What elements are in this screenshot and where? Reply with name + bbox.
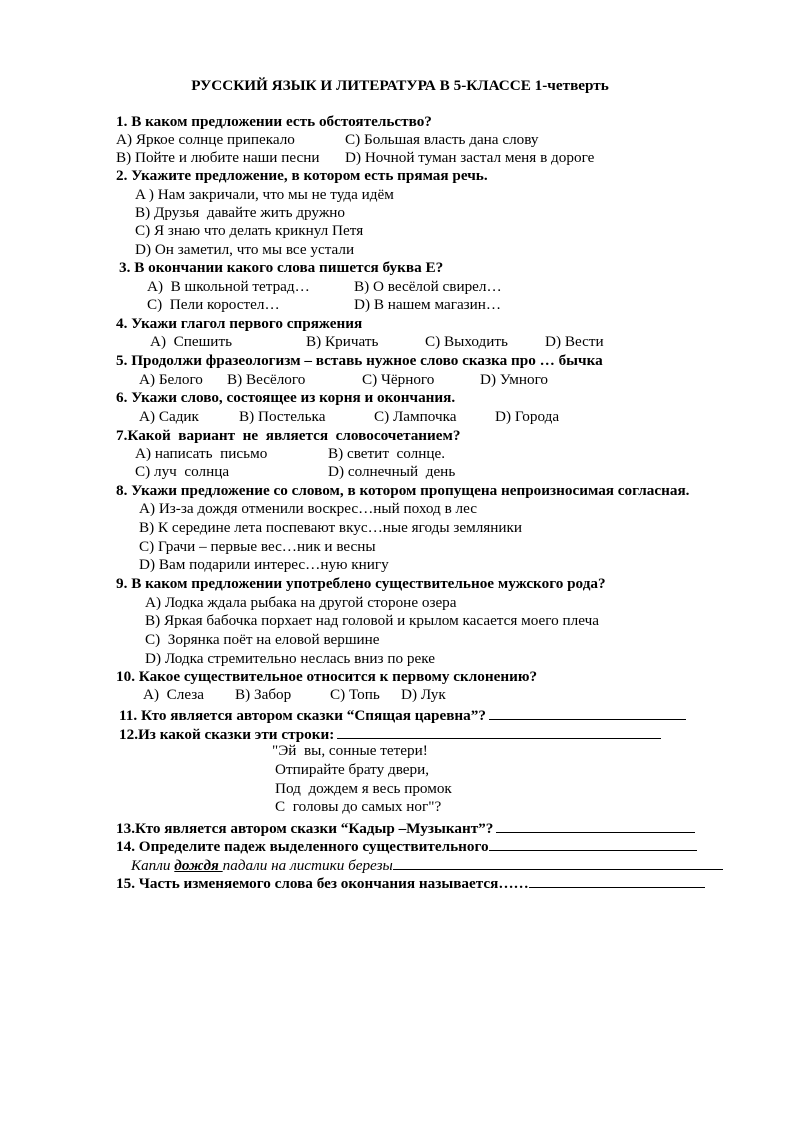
q2-option-b: B) Друзья давайте жить дружно — [135, 204, 346, 221]
q4-option-c: C) Выходить — [425, 333, 508, 350]
q6-option-b: B) Постелька — [239, 408, 326, 425]
q3-option-c: C) Пели коростел… — [147, 296, 280, 313]
q9-option-a: A) Лодка ждала рыбака на другой стороне озера — [145, 594, 457, 611]
q10-option-a: A) Слеза — [143, 686, 204, 703]
q12-poem-line-1: "Эй вы, сонные тетери! — [272, 742, 428, 759]
q6-option-d: D) Города — [495, 408, 560, 425]
q10-option-c: C) Топь — [330, 686, 380, 703]
question-15 — [116, 873, 705, 893]
q14-answer-line-1[interactable] — [489, 836, 697, 851]
question-10: 10. Какое существительное относится к первому склонению? — [116, 668, 538, 685]
question-12 — [119, 724, 661, 744]
question-5: 5. Продолжи фразеологизм – вставь нужное слово сказка про … бычка — [116, 352, 603, 369]
question-6: 6. Укажи слово, состоящее из корня и окончания. — [116, 389, 456, 406]
question-9: 9. В каком предложении употреблено существительное мужского рода? — [116, 575, 606, 592]
question-15-text: 15. Часть изменяемого слова без окончания называется…… — [116, 875, 529, 892]
q3-option-b: B) О весёлой свирел… — [354, 278, 502, 295]
question-12-text: 12.Из какой сказки эти строки: — [119, 726, 335, 743]
q5-option-c: C) Чёрного — [362, 371, 435, 388]
q3-option-d: D) В нашем магазин… — [354, 296, 502, 313]
q12-poem-line-4: С головы до самых ног"? — [275, 798, 442, 815]
q5-option-d: D) Умного — [480, 371, 549, 388]
q13-answer-line[interactable] — [496, 818, 695, 833]
q4-option-d: D) Вести — [545, 333, 604, 350]
q9-option-d: D) Лодка стремительно неслась вниз по реке — [145, 650, 435, 667]
q8-option-b: B) К середине лета поспевают вкус…ные ягоды земляники — [139, 519, 523, 536]
question-11-text: 11. Кто является автором сказки “Спящая царевна”? — [119, 707, 486, 724]
question-3: 3. В окончании какого слова пишется буква Е? — [119, 259, 444, 276]
q4-option-a: A) Спешить — [150, 333, 233, 350]
question-7: 7.Какой вариант не является словосочетанием? — [116, 427, 461, 444]
q14-answer-line-2[interactable] — [393, 855, 723, 870]
question-13 — [116, 818, 695, 838]
q5-option-a: A) Белого — [139, 371, 203, 388]
question-14-text: 14. Определите падеж выделенного существительного — [116, 838, 489, 855]
q9-option-b: B) Яркая бабочка порхает над головой и крылом касается моего плеча — [145, 612, 599, 629]
q8-option-d: D) Вам подарили интерес…ную книгу — [139, 556, 389, 573]
q1-option-b: B) Пойте и любите наши песни — [116, 149, 320, 166]
q15-answer-line[interactable] — [529, 873, 705, 888]
q1-option-a: A) Яркое солнце припекало — [116, 131, 295, 148]
q3-option-a: A) В школьной тетрад… — [147, 278, 310, 295]
page-title: РУССКИЙ ЯЗЫК И ЛИТЕРАТУРА В 5-КЛАССЕ 1-четверть — [191, 77, 609, 94]
q10-option-d: D) Лук — [401, 686, 446, 703]
q6-option-c: C) Лампочка — [374, 408, 457, 425]
question-4: 4. Укажи глагол первого спряжения — [116, 315, 363, 332]
q12-poem-line-3: Под дождем я весь промок — [275, 780, 452, 797]
q5-option-b: B) Весёлого — [227, 371, 306, 388]
q1-option-c: C) Большая власть дана слову — [345, 131, 539, 148]
question-13-text: 13.Кто является автором сказки “Кадыр –Музыкант”? — [116, 820, 494, 837]
q7-option-d: D) солнечный день — [328, 463, 456, 480]
q14-highlighted-word: дождя — [174, 857, 223, 874]
q7-option-a: A) написать письмо — [135, 445, 268, 462]
q14-sentence-start: Капли — [131, 857, 175, 874]
q14-sentence-end: падали на листики березы — [222, 857, 393, 874]
question-8: 8. Укажи предложение со словом, в котором пропущена непроизносимая согласная. — [116, 482, 690, 499]
q12-answer-line[interactable] — [337, 724, 661, 739]
question-14 — [116, 836, 697, 856]
q8-option-a: A) Из-за дождя отменили воскрес…ный поход в лес — [139, 500, 477, 517]
q7-option-c: C) луч солнца — [135, 463, 230, 480]
question-11 — [119, 705, 686, 725]
q14-sentence — [131, 855, 723, 875]
q7-option-b: B) светит солнце. — [328, 445, 446, 462]
q11-answer-line[interactable] — [489, 705, 686, 720]
q2-option-d: D) Он заметил, что мы все устали — [135, 241, 355, 258]
q9-option-c: C) Зорянка поёт на еловой вершине — [145, 631, 380, 648]
q8-option-c: C) Грачи – первые вес…ник и весны — [139, 538, 376, 555]
question-2: 2. Укажите предложение, в котором есть прямая речь. — [116, 167, 488, 184]
q2-option-c: C) Я знаю что делать крикнул Петя — [135, 222, 364, 239]
q4-option-b: B) Кричать — [306, 333, 379, 350]
q10-option-b: B) Забор — [235, 686, 292, 703]
q12-poem-line-2: Отпирайте брату двери, — [275, 761, 430, 778]
q2-option-a: A ) Нам закричали, что мы не туда идём — [135, 186, 394, 203]
q6-option-a: A) Садик — [139, 408, 199, 425]
q1-option-d: D) Ночной туман застал меня в дороге — [345, 149, 595, 166]
question-1: 1. В каком предложении есть обстоятельство? — [116, 113, 432, 130]
